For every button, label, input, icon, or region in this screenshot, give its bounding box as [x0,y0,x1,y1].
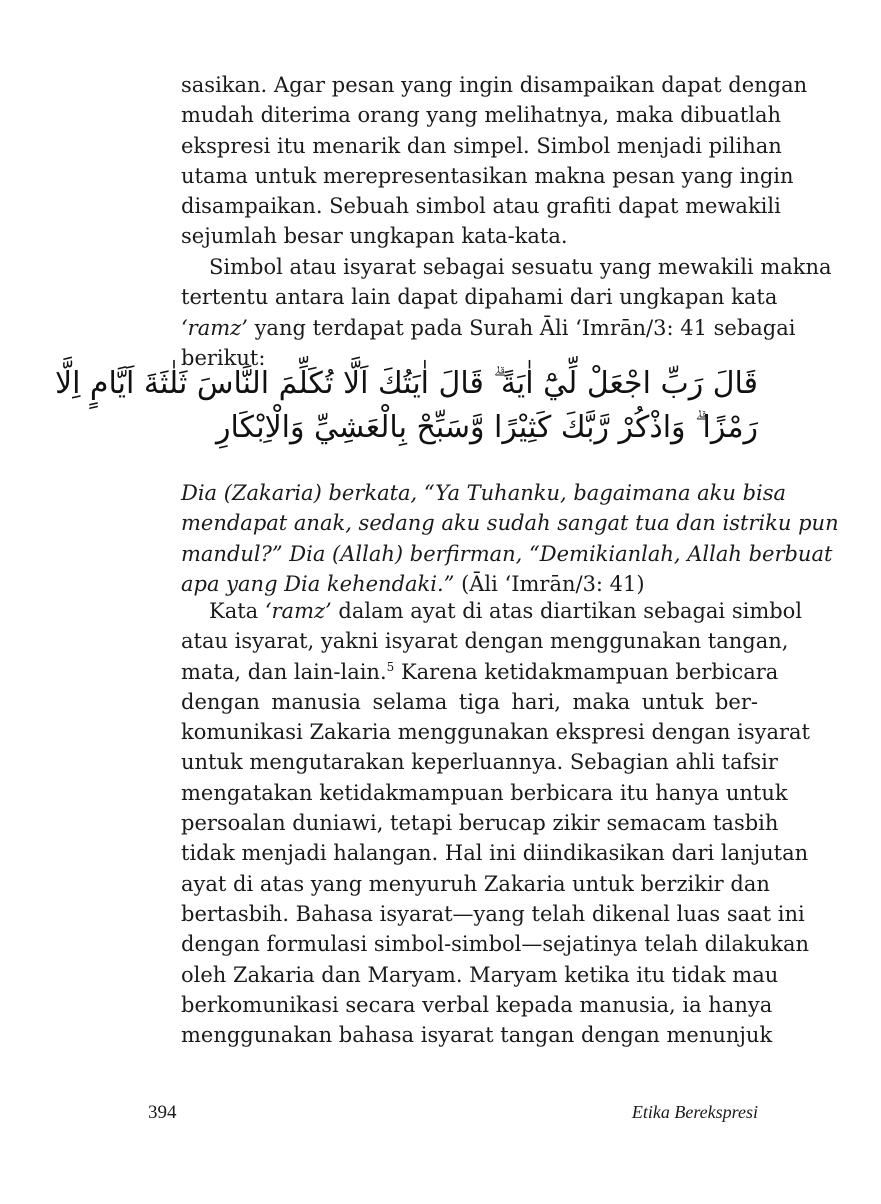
term-ramz: ‘ramz’ [264,599,332,623]
text-line: sasikan. Agar pesan yang ingin disampaikan dapat dengan [181,73,808,97]
text-line: mengatakan ketidakmampuan berbicara itu hanya untuk [181,780,788,805]
arabic-line: رَمْزًا ۗ وَاذْكُرْ رَّبَّكَ كَثِيْرًا وَّسَبِّحْ بِالْعَشِيِّ وَالْاِبْكَارِ [216,410,758,445]
text-line: tertentu antara lain dapat dipahami dari ungkapan kata [181,285,778,310]
text-fragment: yang terdapat pada Surah Āli ‘Imrān/3: 41 sebagai [247,315,796,340]
text-line: disampaikan. Sebuah simbol atau grafiti dapat mewakili [181,194,781,219]
text-line: untuk mengutarakan keperluannya. Sebagian ahli tafsir [181,750,778,775]
translation-line: mendapat anak, sedang aku sudah sangat tua dan istriku pun [181,511,839,536]
quran-verse [54,362,758,450]
paragraph-1 [181,70,808,252]
text-line: ekspresi itu menarik dan simpel. Simbol menjadi pilihan [181,133,782,158]
translation-line [181,569,758,599]
text-line [181,596,803,626]
text-line: sejumlah besar ungkapan kata-kata. [181,224,568,249]
text-line: berikut: [181,345,266,370]
text-line: dengan formulasi simbol-simbol—sejatinya telah dilakukan [181,932,810,957]
text-line: ayat di atas yang menyuruh Zakaria untuk berzikir dan [181,871,770,896]
text-line: Simbol atau isyarat sebagai sesuatu yang mewakili makna [209,255,832,279]
text-line: mudah diterima orang yang melihatnya, maka dibuatlah [181,103,782,128]
text-fragment: Karena ketidakmampuan berbicara [394,659,779,684]
text-line: menggunakan bahasa isyarat tangan dengan menunjuk [181,1023,773,1048]
footnote-reference[interactable]: 5 [386,659,395,674]
text-line: komunikasi Zakaria menggunakan ekspresi dengan isyarat [181,720,810,745]
text-line [181,313,796,343]
text-fragment: mata, dan lain-lain. [181,659,387,684]
text-line: berkomunikasi secara verbal kepada manusia, ia hanya [181,992,773,1017]
text-line [181,657,779,687]
translation-line: mandul?” Dia (Allah) berfirman, “Demikianlah, Allah berbuat [181,541,833,566]
running-title: Etika Berekspresi [631,1102,758,1122]
text-fragment: dalam ayat di atas diartikan sebagai simbol [331,599,803,623]
text-line: bertasbih. Bahasa isyarat—yang telah dikenal luas saat ini [181,901,805,926]
translation-fragment: apa yang Dia kehendaki.” [181,571,455,596]
page-number: 394 [148,1102,177,1123]
text-line: persoalan duniawi, tetapi berucap zikir semacam tasbih [181,811,779,836]
text-line: dengan manusia selama tiga hari, maka untuk ber- [181,689,758,714]
verse-translation [181,478,839,599]
term-ramz: ‘ramz’ [181,315,248,340]
text-fragment: Kata [209,599,265,623]
text-line: utama untuk merepresentasikan makna pesan yang ingin [181,163,794,188]
paragraph-2 [181,252,832,373]
arabic-line: قَالَ رَبِّ اجْعَلْ لِّيْٓ اٰيَةً ۗ قَالَ اٰيَتُكَ اَلَّا تُكَلِّمَ النَّاسَ ثَلٰثَةَ اَيَّامٍ اِلَّا [54,366,758,401]
text-line: oleh Zakaria dan Maryam. Maryam ketika itu tidak mau [181,962,779,987]
text-line: atau isyarat, yakni isyarat dengan menggunakan tangan, [181,629,789,654]
text-line: tidak menjadi halangan. Hal ini diindikasikan dari lanjutan [181,841,809,866]
paragraph-3 [181,596,810,1050]
translation-line: Dia (Zakaria) berkata, “Ya Tuhanku, bagaimana aku bisa [181,481,787,505]
verse-citation: (Āli ‘Imrān/3: 41) [454,571,645,596]
